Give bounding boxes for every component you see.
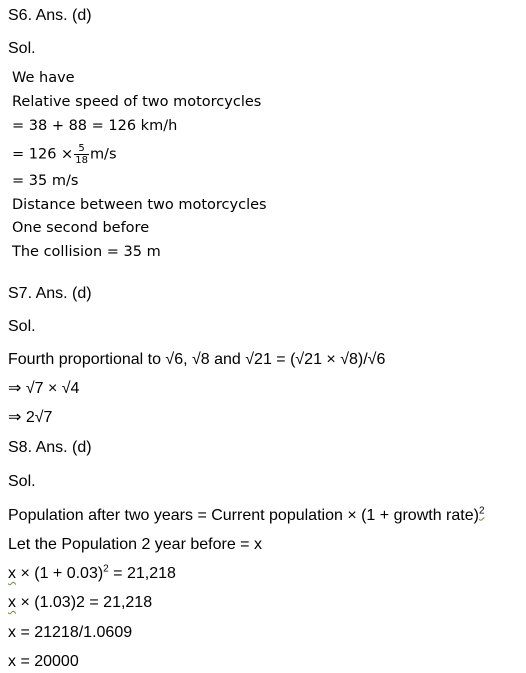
s8-formula-superscript: 2: [478, 505, 485, 517]
s7-line-1: Fourth proportional to √6, √8 and √21 = (√21 × √8)/√6: [8, 351, 386, 368]
s8-equation-3: x = 21218/1.0609: [8, 624, 133, 641]
s6-fraction-prefix: = 126 ×: [12, 146, 74, 163]
s6-line-4: = 35 m/s: [12, 173, 79, 189]
s8-eq1-superscript: 2: [103, 563, 109, 575]
s6-line-6: One second before: [12, 220, 150, 236]
s7-line-3: ⇒ 2√7: [8, 409, 53, 426]
s8-heading: S8. Ans. (d): [8, 439, 92, 456]
s8-eq1-text: × (1 + 0.03): [16, 565, 104, 582]
s8-equation-1: [8, 564, 176, 584]
s6-line-5: Distance between two motorcycles: [12, 197, 267, 213]
s6-sol-label: Sol.: [8, 40, 36, 57]
s6-line-2: Relative speed of two motorcycles: [12, 94, 262, 110]
s6-fraction-line: [12, 143, 117, 166]
s8-equation-4: x = 20000: [8, 653, 79, 670]
s6-line-1: We have: [12, 70, 75, 86]
s8-let-line: Let the Population 2 year before = x: [8, 536, 262, 553]
s7-sol-label: Sol.: [8, 318, 36, 335]
s6-line-7: The collision = 35 m: [12, 244, 161, 260]
s8-equation-2: [8, 593, 152, 613]
s8-eq2-variable: x: [8, 594, 16, 611]
s7-heading: S7. Ans. (d): [8, 285, 92, 302]
s8-eq1-end: = 21,218: [108, 565, 176, 582]
s6-fraction-denominator: 18: [75, 155, 88, 166]
s7-line-2: ⇒ √7 × √4: [8, 380, 80, 397]
s6-line-3: = 38 + 88 = 126 km/h: [12, 118, 178, 134]
s8-eq2-text: × (1.03)2 = 21,218: [16, 594, 153, 611]
s6-fraction: [74, 143, 89, 166]
s6-fraction-suffix: m/s: [89, 146, 117, 163]
s6-fraction-numerator: 5: [74, 143, 89, 155]
s8-sol-label: Sol.: [8, 473, 36, 490]
s8-formula-line: [8, 506, 485, 526]
s8-formula-text: Population after two years = Current population × (1 + growth rate): [8, 507, 479, 524]
s6-heading: S6. Ans. (d): [8, 7, 92, 24]
s8-eq1-variable: x: [8, 565, 16, 582]
